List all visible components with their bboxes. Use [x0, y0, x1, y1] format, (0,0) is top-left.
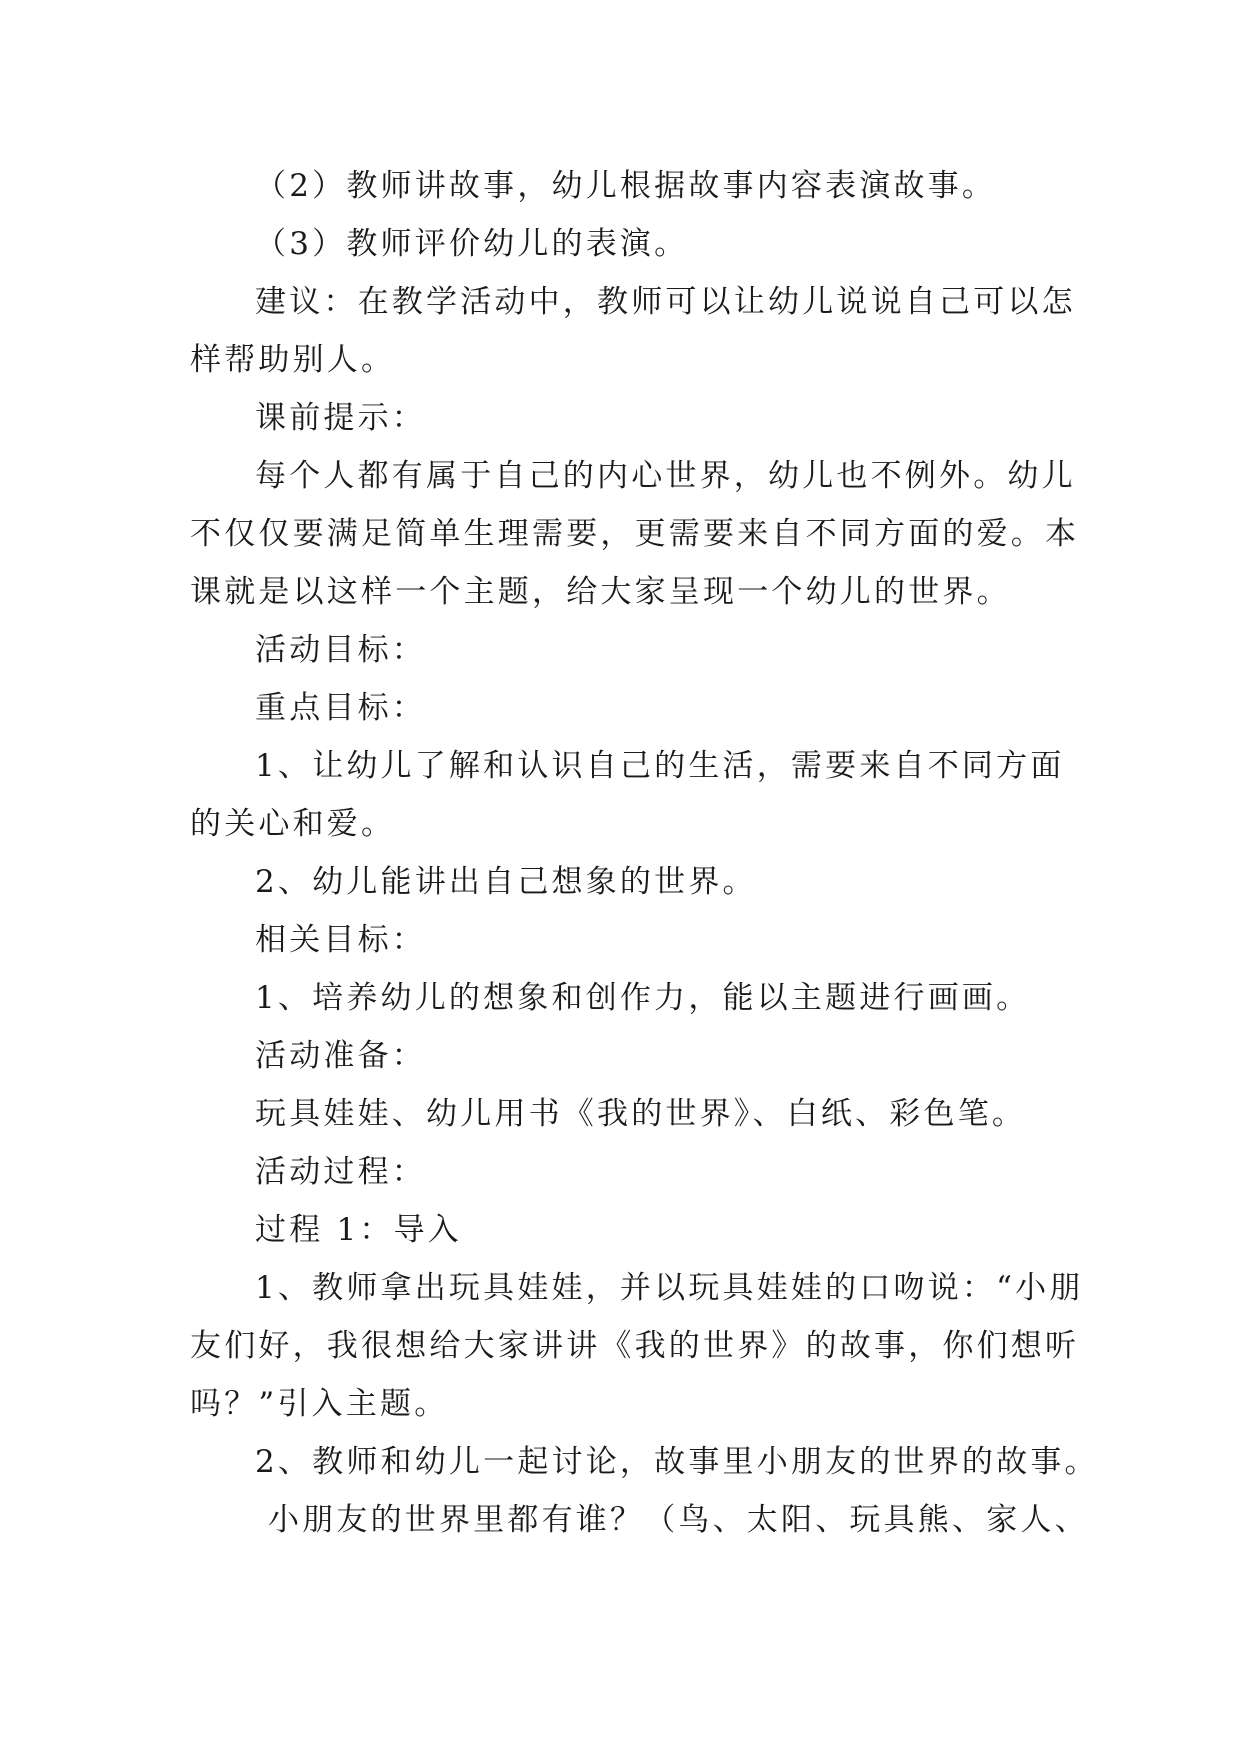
text-line: （3）教师评价幼儿的表演。: [255, 226, 689, 262]
text-line: 的关心和爱。: [190, 806, 396, 842]
text-line: 相关目标：: [255, 922, 426, 958]
text-line: 样帮助别人。: [190, 342, 396, 378]
text-line: 2、幼儿能讲出自己想象的世界。: [255, 864, 757, 900]
text-line: 1、教师拿出玩具娃娃，并以玩具娃娃的口吻说：“小朋: [255, 1270, 1084, 1306]
text-line: 友们好，我很想给大家讲讲《我的世界》的故事，你们想听: [190, 1328, 1080, 1364]
text-line: 课前提示：: [255, 400, 426, 436]
text-line: 建议：在教学活动中，教师可以让幼儿说说自己可以怎: [255, 284, 1076, 320]
text-line: 1、培养幼儿的想象和创作力，能以主题进行画画。: [255, 980, 1031, 1016]
text-line: 2、教师和幼儿一起讨论，故事里小朋友的世界的故事。: [255, 1444, 1099, 1480]
text-line: 过程 1：导入: [255, 1212, 462, 1248]
text-line: 不仅仅要满足简单生理需要，更需要来自不同方面的爱。本: [190, 516, 1080, 552]
text-line: 吗？”引入主题。: [190, 1386, 449, 1422]
text-line: （2）教师讲故事，幼儿根据故事内容表演故事。: [255, 168, 997, 204]
text-line: 课就是以这样一个主题，给大家呈现一个幼儿的世界。: [190, 574, 1011, 610]
text-line: 每个人都有属于自己的内心世界，幼儿也不例外。幼儿: [255, 458, 1076, 494]
text-line: 1、让幼儿了解和认识自己的生活，需要来自不同方面: [255, 748, 1065, 784]
text-line: 小朋友的世界里都有谁？（鸟、太阳、玩具熊、家人、: [268, 1502, 1089, 1538]
text-line: 玩具娃娃、幼儿用书《我的世界》、白纸、彩色笔。: [255, 1096, 1027, 1132]
text-line: 活动准备：: [255, 1038, 426, 1074]
text-line: 活动目标：: [255, 632, 426, 668]
text-line: 活动过程：: [255, 1154, 426, 1190]
text-line: 重点目标：: [255, 690, 426, 726]
